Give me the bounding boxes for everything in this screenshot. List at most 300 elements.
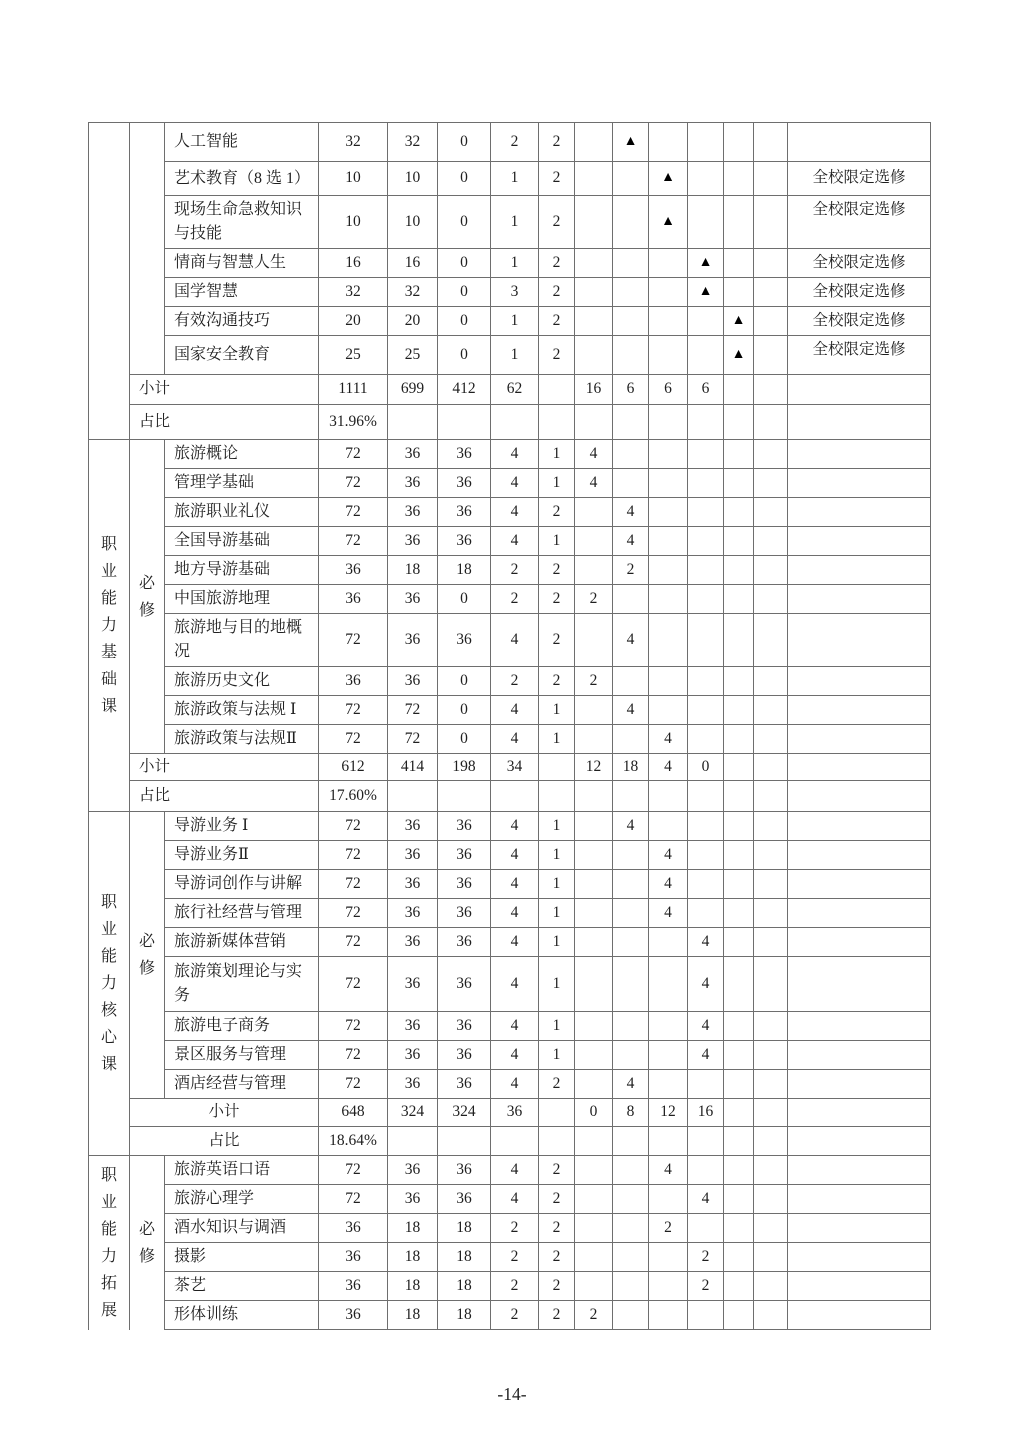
value-cell: 72 bbox=[319, 1070, 388, 1099]
value-cell: 18.64% bbox=[319, 1127, 388, 1156]
remark bbox=[788, 1301, 931, 1330]
empty-cell bbox=[688, 405, 724, 440]
section-label: 职业能力核心课 bbox=[89, 812, 130, 1156]
empty-cell bbox=[649, 1185, 688, 1214]
empty-cell bbox=[575, 1214, 613, 1243]
value-cell: 2 bbox=[539, 249, 575, 278]
value-cell: 72 bbox=[319, 1156, 388, 1185]
empty-cell bbox=[649, 781, 688, 812]
value-cell: 1 bbox=[491, 196, 539, 249]
empty-cell bbox=[724, 841, 754, 870]
empty-cell bbox=[575, 162, 613, 196]
value-cell: 1 bbox=[491, 249, 539, 278]
remark: 全校限定选修 bbox=[788, 307, 931, 336]
value-cell: 2 bbox=[539, 196, 575, 249]
value-cell: 36 bbox=[438, 469, 491, 498]
remark bbox=[788, 928, 931, 957]
remark bbox=[788, 440, 931, 469]
value-cell: 1111 bbox=[319, 375, 388, 405]
course-name: 人工智能 bbox=[165, 123, 319, 162]
empty-cell bbox=[754, 614, 788, 667]
empty-cell bbox=[688, 498, 724, 527]
empty-cell bbox=[575, 196, 613, 249]
table-row bbox=[89, 696, 931, 725]
page-number: -14- bbox=[497, 1384, 527, 1404]
empty-cell bbox=[754, 375, 788, 405]
value-cell: 36 bbox=[388, 527, 438, 556]
course-name: 旅游电子商务 bbox=[165, 1012, 319, 1041]
value-cell: 2 bbox=[491, 1272, 539, 1301]
empty-cell bbox=[688, 781, 724, 812]
empty-cell bbox=[575, 1070, 613, 1099]
value-cell: 1 bbox=[539, 725, 575, 754]
triangle-marker-icon: ▲ bbox=[649, 162, 688, 196]
section-label: 职业能力拓展 bbox=[89, 1156, 130, 1330]
empty-cell bbox=[724, 123, 754, 162]
course-name: 艺术教育（8 选 1） bbox=[165, 162, 319, 196]
empty-cell bbox=[688, 841, 724, 870]
empty-cell bbox=[649, 1272, 688, 1301]
value-cell: 1 bbox=[539, 928, 575, 957]
value-cell: 34 bbox=[491, 754, 539, 781]
value-cell: 2 bbox=[688, 1272, 724, 1301]
empty-cell bbox=[754, 1127, 788, 1156]
empty-cell bbox=[724, 527, 754, 556]
empty-cell bbox=[754, 527, 788, 556]
empty-cell bbox=[575, 899, 613, 928]
value-cell: 2 bbox=[539, 1272, 575, 1301]
value-cell: 36 bbox=[438, 841, 491, 870]
value-cell: 0 bbox=[438, 249, 491, 278]
empty-cell bbox=[688, 696, 724, 725]
value-cell: 0 bbox=[438, 696, 491, 725]
empty-cell bbox=[724, 1099, 754, 1127]
empty-cell bbox=[649, 336, 688, 375]
value-cell: 36 bbox=[388, 585, 438, 614]
value-cell: 1 bbox=[539, 527, 575, 556]
empty-cell bbox=[724, 614, 754, 667]
value-cell: 72 bbox=[319, 957, 388, 1012]
empty-cell bbox=[649, 667, 688, 696]
empty-cell bbox=[575, 249, 613, 278]
course-name: 导游词创作与讲解 bbox=[165, 870, 319, 899]
empty-cell bbox=[724, 1185, 754, 1214]
triangle-marker-icon: ▲ bbox=[724, 307, 754, 336]
course-name: 旅游新媒体营销 bbox=[165, 928, 319, 957]
empty-cell bbox=[754, 1012, 788, 1041]
empty-cell bbox=[575, 405, 613, 440]
subtotal-label: 小计 bbox=[130, 754, 319, 781]
empty-cell bbox=[754, 1185, 788, 1214]
empty-cell bbox=[649, 585, 688, 614]
value-cell: 72 bbox=[319, 1185, 388, 1214]
empty-cell bbox=[649, 278, 688, 307]
empty-cell bbox=[754, 1041, 788, 1070]
value-cell: 0 bbox=[438, 278, 491, 307]
value-cell: 2 bbox=[491, 556, 539, 585]
empty-cell bbox=[688, 469, 724, 498]
empty-cell bbox=[649, 498, 688, 527]
empty-cell bbox=[388, 781, 438, 812]
course-name: 中国旅游地理 bbox=[165, 585, 319, 614]
remark bbox=[788, 1243, 931, 1272]
value-cell: 1 bbox=[491, 162, 539, 196]
value-cell: 16 bbox=[575, 375, 613, 405]
value-cell: 4 bbox=[491, 725, 539, 754]
value-cell: 10 bbox=[388, 196, 438, 249]
value-cell: 2 bbox=[491, 123, 539, 162]
empty-cell bbox=[724, 812, 754, 841]
value-cell: 72 bbox=[388, 725, 438, 754]
empty-cell bbox=[613, 1301, 649, 1330]
triangle-marker-icon: ▲ bbox=[649, 196, 688, 249]
empty-cell bbox=[649, 440, 688, 469]
subtotal-label: 小计 bbox=[130, 1099, 319, 1127]
empty-cell bbox=[724, 725, 754, 754]
value-cell: 4 bbox=[575, 469, 613, 498]
course-name: 旅游政策与法规 Ⅰ bbox=[165, 696, 319, 725]
empty-cell bbox=[754, 440, 788, 469]
value-cell: 36 bbox=[388, 928, 438, 957]
value-cell: 36 bbox=[388, 614, 438, 667]
empty-cell bbox=[788, 781, 931, 812]
ratio-label: 占比 bbox=[130, 1127, 319, 1156]
empty-cell bbox=[575, 278, 613, 307]
empty-cell bbox=[724, 957, 754, 1012]
value-cell: 36 bbox=[388, 1185, 438, 1214]
value-cell: 12 bbox=[649, 1099, 688, 1127]
value-cell: 4 bbox=[491, 812, 539, 841]
empty-cell bbox=[754, 405, 788, 440]
value-cell: 4 bbox=[491, 1185, 539, 1214]
table-row bbox=[89, 812, 931, 841]
value-cell: 72 bbox=[319, 841, 388, 870]
course-name: 有效沟通技巧 bbox=[165, 307, 319, 336]
course-name: 旅行社经营与管理 bbox=[165, 899, 319, 928]
course-name: 旅游职业礼仪 bbox=[165, 498, 319, 527]
empty-cell bbox=[575, 527, 613, 556]
value-cell: 4 bbox=[688, 957, 724, 1012]
empty-cell bbox=[613, 725, 649, 754]
course-name: 旅游策划理论与实务 bbox=[165, 957, 319, 1012]
empty-cell bbox=[754, 123, 788, 162]
empty-cell bbox=[613, 440, 649, 469]
value-cell: 4 bbox=[613, 498, 649, 527]
course-name: 导游业务Ⅱ bbox=[165, 841, 319, 870]
value-cell: 2 bbox=[491, 1243, 539, 1272]
empty-cell bbox=[649, 123, 688, 162]
empty-cell bbox=[754, 781, 788, 812]
value-cell: 72 bbox=[319, 812, 388, 841]
type-label: 必修 bbox=[130, 812, 165, 1099]
empty-cell bbox=[613, 928, 649, 957]
empty-cell bbox=[649, 307, 688, 336]
table-row bbox=[89, 440, 931, 469]
value-cell: 1 bbox=[539, 696, 575, 725]
empty-cell bbox=[539, 1099, 575, 1127]
value-cell: 10 bbox=[319, 162, 388, 196]
value-cell: 36 bbox=[388, 469, 438, 498]
empty-cell bbox=[724, 870, 754, 899]
empty-cell bbox=[754, 928, 788, 957]
value-cell: 18 bbox=[388, 1243, 438, 1272]
value-cell: 32 bbox=[319, 278, 388, 307]
remark bbox=[788, 957, 931, 1012]
value-cell: 4 bbox=[491, 614, 539, 667]
value-cell: 2 bbox=[491, 585, 539, 614]
value-cell: 72 bbox=[319, 1041, 388, 1070]
remark bbox=[788, 841, 931, 870]
value-cell: 4 bbox=[491, 899, 539, 928]
empty-cell bbox=[754, 696, 788, 725]
empty-cell bbox=[613, 469, 649, 498]
value-cell: 4 bbox=[491, 498, 539, 527]
remark: 全校限定选修 bbox=[788, 278, 931, 307]
value-cell: 72 bbox=[319, 498, 388, 527]
value-cell: 4 bbox=[491, 469, 539, 498]
course-name: 景区服务与管理 bbox=[165, 1041, 319, 1070]
value-cell: 25 bbox=[388, 336, 438, 375]
value-cell: 16 bbox=[388, 249, 438, 278]
table-row bbox=[89, 249, 931, 278]
empty-cell bbox=[613, 1243, 649, 1272]
course-name: 酒店经营与管理 bbox=[165, 1070, 319, 1099]
value-cell: 2 bbox=[491, 667, 539, 696]
empty-cell bbox=[788, 375, 931, 405]
empty-cell bbox=[613, 1127, 649, 1156]
value-cell: 36 bbox=[388, 667, 438, 696]
ratio-label: 占比 bbox=[130, 781, 319, 812]
course-name: 旅游英语口语 bbox=[165, 1156, 319, 1185]
course-name: 摄影 bbox=[165, 1243, 319, 1272]
empty-cell bbox=[613, 1272, 649, 1301]
table-row bbox=[89, 1099, 931, 1127]
remark bbox=[788, 696, 931, 725]
empty-cell bbox=[613, 1156, 649, 1185]
empty-cell bbox=[688, 667, 724, 696]
value-cell: 0 bbox=[438, 667, 491, 696]
table-row bbox=[89, 781, 931, 812]
empty-cell bbox=[491, 405, 539, 440]
value-cell: 36 bbox=[388, 841, 438, 870]
empty-cell bbox=[788, 1127, 931, 1156]
empty-cell bbox=[649, 696, 688, 725]
table-row bbox=[89, 1301, 931, 1330]
value-cell: 2 bbox=[539, 1185, 575, 1214]
value-cell: 20 bbox=[319, 307, 388, 336]
triangle-marker-icon: ▲ bbox=[688, 278, 724, 307]
value-cell: 72 bbox=[388, 696, 438, 725]
value-cell: 18 bbox=[388, 556, 438, 585]
empty-cell bbox=[575, 1185, 613, 1214]
table-row bbox=[89, 527, 931, 556]
value-cell: 36 bbox=[319, 556, 388, 585]
empty-cell bbox=[613, 1012, 649, 1041]
empty-cell bbox=[724, 1156, 754, 1185]
table-row bbox=[89, 667, 931, 696]
value-cell: 2 bbox=[539, 278, 575, 307]
remark: 全校限定选修 bbox=[788, 196, 931, 249]
empty-cell bbox=[575, 556, 613, 585]
empty-cell bbox=[754, 1214, 788, 1243]
course-name: 旅游历史文化 bbox=[165, 667, 319, 696]
value-cell: 18 bbox=[613, 754, 649, 781]
value-cell: 36 bbox=[319, 1272, 388, 1301]
value-cell: 4 bbox=[575, 440, 613, 469]
value-cell: 18 bbox=[388, 1214, 438, 1243]
value-cell: 198 bbox=[438, 754, 491, 781]
value-cell: 36 bbox=[388, 957, 438, 1012]
value-cell: 2 bbox=[539, 1156, 575, 1185]
triangle-marker-icon: ▲ bbox=[688, 249, 724, 278]
empty-cell bbox=[575, 1012, 613, 1041]
empty-cell bbox=[438, 781, 491, 812]
empty-cell bbox=[754, 498, 788, 527]
remark: 全校限定选修 bbox=[788, 162, 931, 196]
value-cell: 31.96% bbox=[319, 405, 388, 440]
empty-cell bbox=[575, 870, 613, 899]
empty-cell bbox=[754, 812, 788, 841]
empty-cell bbox=[724, 469, 754, 498]
empty-cell bbox=[613, 405, 649, 440]
empty-cell bbox=[724, 781, 754, 812]
empty-cell bbox=[649, 1243, 688, 1272]
value-cell: 72 bbox=[319, 870, 388, 899]
value-cell: 0 bbox=[438, 307, 491, 336]
empty-cell bbox=[688, 1301, 724, 1330]
course-name: 全国导游基础 bbox=[165, 527, 319, 556]
curriculum-table bbox=[88, 122, 931, 1330]
type-label: 必修 bbox=[130, 1156, 165, 1330]
empty-cell bbox=[575, 957, 613, 1012]
remark bbox=[788, 667, 931, 696]
empty-cell bbox=[575, 307, 613, 336]
value-cell: 17.60% bbox=[319, 781, 388, 812]
table-row bbox=[89, 899, 931, 928]
empty-cell bbox=[539, 754, 575, 781]
value-cell: 4 bbox=[491, 440, 539, 469]
empty-cell bbox=[649, 1070, 688, 1099]
empty-cell bbox=[688, 527, 724, 556]
empty-cell bbox=[613, 162, 649, 196]
empty-cell bbox=[575, 696, 613, 725]
empty-cell bbox=[649, 1012, 688, 1041]
value-cell: 2 bbox=[539, 667, 575, 696]
table-row bbox=[89, 1156, 931, 1185]
value-cell: 36 bbox=[319, 667, 388, 696]
empty-cell bbox=[649, 249, 688, 278]
value-cell: 2 bbox=[688, 1243, 724, 1272]
value-cell: 612 bbox=[319, 754, 388, 781]
empty-cell bbox=[788, 1099, 931, 1127]
value-cell: 1 bbox=[491, 307, 539, 336]
section-label: 职业能力基础课 bbox=[89, 440, 130, 812]
remark bbox=[788, 1156, 931, 1185]
empty-cell bbox=[688, 812, 724, 841]
value-cell: 2 bbox=[539, 162, 575, 196]
value-cell: 18 bbox=[438, 556, 491, 585]
empty-cell bbox=[724, 440, 754, 469]
remark bbox=[788, 498, 931, 527]
empty-cell bbox=[724, 556, 754, 585]
remark bbox=[788, 1012, 931, 1041]
value-cell: 36 bbox=[438, 614, 491, 667]
empty-cell bbox=[649, 1127, 688, 1156]
empty-cell bbox=[754, 307, 788, 336]
value-cell: 36 bbox=[438, 1012, 491, 1041]
value-cell: 1 bbox=[491, 336, 539, 375]
empty-cell bbox=[649, 1041, 688, 1070]
value-cell: 20 bbox=[388, 307, 438, 336]
remark bbox=[788, 1041, 931, 1070]
course-name: 国家安全教育 bbox=[165, 336, 319, 375]
value-cell: 4 bbox=[613, 696, 649, 725]
ratio-label: 占比 bbox=[130, 405, 319, 440]
value-cell: 4 bbox=[491, 928, 539, 957]
table-row bbox=[89, 1070, 931, 1099]
empty-cell bbox=[649, 957, 688, 1012]
value-cell: 72 bbox=[319, 469, 388, 498]
remark bbox=[788, 469, 931, 498]
value-cell: 4 bbox=[649, 899, 688, 928]
value-cell: 36 bbox=[388, 812, 438, 841]
value-cell: 4 bbox=[491, 1070, 539, 1099]
empty-cell bbox=[613, 278, 649, 307]
value-cell: 36 bbox=[388, 1012, 438, 1041]
value-cell: 1 bbox=[539, 440, 575, 469]
value-cell: 4 bbox=[649, 1156, 688, 1185]
value-cell: 72 bbox=[319, 696, 388, 725]
value-cell: 4 bbox=[649, 870, 688, 899]
value-cell: 4 bbox=[491, 696, 539, 725]
empty-cell bbox=[613, 1185, 649, 1214]
value-cell: 72 bbox=[319, 899, 388, 928]
course-name: 茶艺 bbox=[165, 1272, 319, 1301]
value-cell: 18 bbox=[388, 1272, 438, 1301]
value-cell: 2 bbox=[539, 336, 575, 375]
empty-cell bbox=[613, 1041, 649, 1070]
empty-cell bbox=[724, 196, 754, 249]
course-name: 旅游心理学 bbox=[165, 1185, 319, 1214]
curriculum-table-body bbox=[89, 123, 931, 1330]
value-cell: 414 bbox=[388, 754, 438, 781]
value-cell: 4 bbox=[491, 870, 539, 899]
empty-cell bbox=[688, 123, 724, 162]
value-cell: 72 bbox=[319, 1012, 388, 1041]
table-row bbox=[89, 307, 931, 336]
empty-cell bbox=[724, 1070, 754, 1099]
empty-cell bbox=[575, 123, 613, 162]
empty-cell bbox=[613, 336, 649, 375]
value-cell: 4 bbox=[649, 841, 688, 870]
table-row bbox=[89, 1127, 931, 1156]
empty-cell bbox=[724, 667, 754, 696]
empty-cell bbox=[754, 899, 788, 928]
empty-cell bbox=[754, 667, 788, 696]
remark bbox=[788, 614, 931, 667]
empty-cell bbox=[649, 469, 688, 498]
empty-cell bbox=[724, 375, 754, 405]
empty-cell bbox=[575, 614, 613, 667]
table-row bbox=[89, 498, 931, 527]
empty-cell bbox=[724, 1301, 754, 1330]
empty-cell bbox=[688, 1070, 724, 1099]
empty-cell bbox=[575, 841, 613, 870]
value-cell: 32 bbox=[388, 123, 438, 162]
value-cell: 0 bbox=[438, 196, 491, 249]
value-cell: 2 bbox=[539, 1243, 575, 1272]
value-cell: 1 bbox=[539, 1041, 575, 1070]
